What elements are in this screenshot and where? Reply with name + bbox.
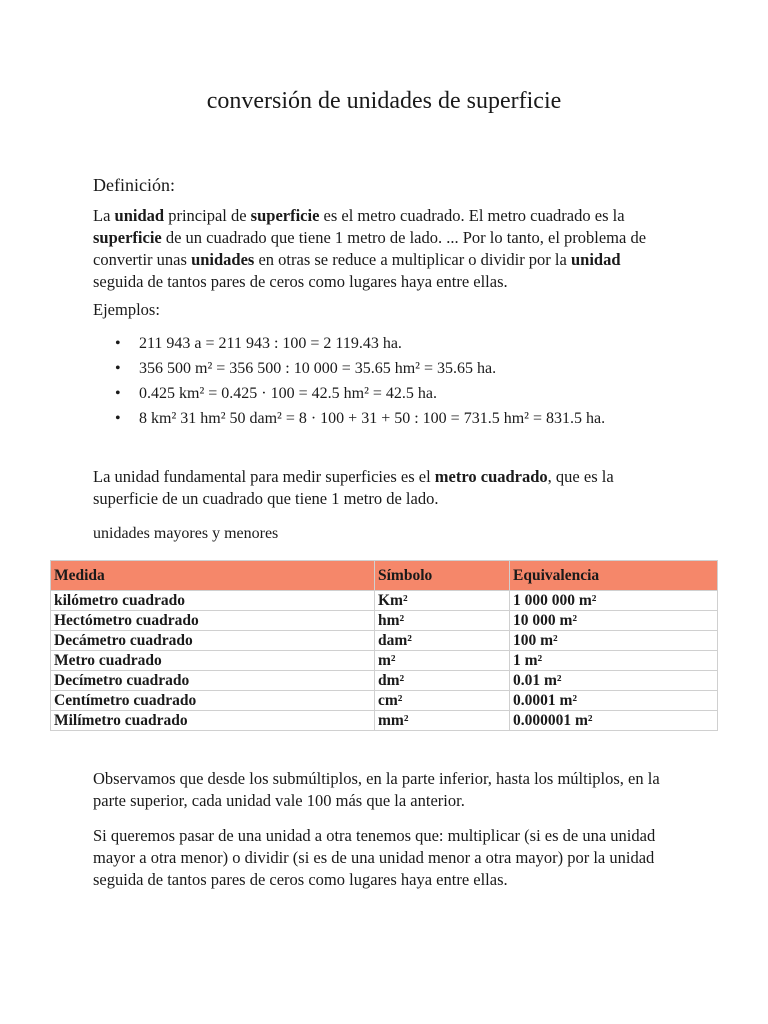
list-item [93, 381, 605, 406]
cell-equivalencia: 0.0001 m² [510, 691, 718, 711]
cell-equivalencia: 0.000001 m² [510, 711, 718, 731]
bullet-icon: • [115, 360, 121, 377]
cell-medida: Hectómetro cuadrado [51, 611, 375, 631]
cell-simbolo: hm² [375, 611, 510, 631]
conversion-rule-paragraph: Si queremos pasar de una unidad a otra tenemos que: multiplicar (si es de una unidad mayor a otra menor) o dividir (si es de una unidad menor a otra mayor) por la unidad seguida de tantos pares de ceros como lugares haya entre ellas. [93, 826, 656, 889]
table-row [51, 671, 718, 691]
text-run: es el metro cuadrado. El metro cuadrado es la [319, 206, 625, 225]
page-title: conversión de unidades de superficie [206, 88, 562, 114]
bold-term: unidad [114, 206, 165, 225]
bullet-icon: • [115, 335, 121, 352]
cell-equivalencia: 10 000 m² [510, 611, 718, 631]
units-table [50, 560, 718, 731]
example-text: 0.425 km² = 0.425 · 100 = 42.5 hm² = 42.5 ha. [139, 385, 437, 402]
examples-list [93, 331, 605, 431]
definition-paragraph [93, 205, 673, 293]
cell-simbolo: dm² [375, 671, 510, 691]
list-item [93, 331, 605, 356]
text-run: principal de [164, 206, 251, 225]
fundamental-unit-paragraph [93, 466, 673, 510]
cell-simbolo: m² [375, 651, 510, 671]
cell-medida: Decámetro cuadrado [51, 631, 375, 651]
header-simbolo: Símbolo [375, 561, 510, 591]
cell-simbolo: Km² [375, 591, 510, 611]
cell-equivalencia: 1 000 000 m² [510, 591, 718, 611]
bullet-icon: • [115, 385, 121, 402]
bold-term: metro cuadrado [434, 467, 548, 486]
example-text: 356 500 m² = 356 500 : 10 000 = 35.65 hm² = 35.65 ha. [139, 360, 497, 377]
cell-simbolo: mm² [375, 711, 510, 731]
list-item [93, 356, 605, 381]
list-item [93, 406, 605, 431]
cell-medida: Centímetro cuadrado [51, 691, 375, 711]
text-run: en otras se reduce a multiplicar o dividir por la [254, 250, 571, 269]
bold-term: unidades [191, 250, 255, 269]
cell-equivalencia: 1 m² [510, 651, 718, 671]
bold-term: unidad [570, 250, 621, 269]
table-row [51, 631, 718, 651]
text-run: La unidad fundamental para medir superficies es el [93, 467, 435, 486]
text-run: La [93, 206, 115, 225]
table-row [51, 651, 718, 671]
examples-heading: Ejemplos: [93, 300, 160, 319]
bold-term: superficie [93, 228, 162, 247]
cell-equivalencia: 100 m² [510, 631, 718, 651]
bullet-icon: • [115, 410, 121, 427]
cell-equivalencia: 0.01 m² [510, 671, 718, 691]
text-run: , que es la superficie de un cuadrado que tiene 1 metro de lado. [93, 467, 614, 508]
cell-medida: Decímetro cuadrado [51, 671, 375, 691]
example-text: 211 943 a = 211 943 : 100 = 2 119.43 ha. [139, 335, 402, 352]
table-row [51, 591, 718, 611]
text-run: de un cuadrado que tiene 1 metro de lado. ... Por lo tanto, el problema de convertir unas [93, 228, 647, 269]
bold-term: superficie [250, 206, 320, 225]
table-row [51, 691, 718, 711]
cell-medida: Metro cuadrado [51, 651, 375, 671]
observation-paragraph: Observamos que desde los submúltiplos, en la parte inferior, hasta los múltiplos, en la parte superior, cada unidad vale 100 más que la anterior. [93, 769, 660, 810]
table-header-row [51, 561, 718, 591]
cell-medida: kilómetro cuadrado [51, 591, 375, 611]
text-run: seguida de tantos pares de ceros como lugares haya entre ellas. [93, 272, 508, 291]
example-text: 8 km² 31 hm² 50 dam² = 8 · 100 + 31 + 50 : 100 = 731.5 hm² = 831.5 ha. [139, 410, 606, 427]
definition-heading: Definición: [93, 175, 175, 195]
header-equivalencia: Equivalencia [510, 561, 718, 591]
cell-medida: Milímetro cuadrado [51, 711, 375, 731]
table-row [51, 711, 718, 731]
units-heading: unidades mayores y menores [93, 525, 279, 542]
header-medida: Medida [51, 561, 375, 591]
cell-simbolo: dam² [375, 631, 510, 651]
table-row [51, 611, 718, 631]
cell-simbolo: cm² [375, 691, 510, 711]
